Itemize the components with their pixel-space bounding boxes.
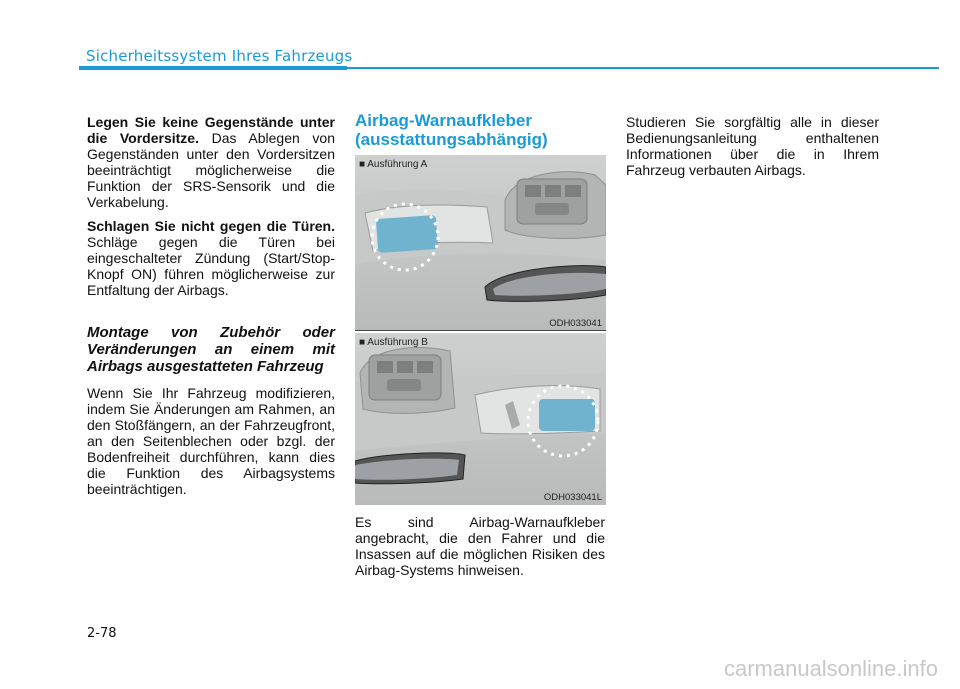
figure-variant-b xyxy=(355,333,606,505)
headliner-illustration-a xyxy=(355,155,606,331)
warning-doors-bold: Schlagen Sie nicht gegen die Türen. xyxy=(87,218,335,234)
warning-seats-bold: Legen Sie keine Gegenstände unter die Vordersitze. xyxy=(87,114,335,146)
paragraph-doors xyxy=(87,218,335,298)
header-rule-thick xyxy=(79,66,347,70)
page-number: 2-78 xyxy=(87,626,117,641)
figure-variant-a xyxy=(355,155,606,331)
paragraph-study-manual: Studieren Sie sorgfältig alle in dieser Bedienungsanleitung enthaltenen Informationen über die in Ihrem Fahrzeug verbauten Airbags. xyxy=(626,114,879,178)
airbag-sticker-a xyxy=(376,215,438,253)
column-right xyxy=(626,114,879,186)
figure-a-code: ODH033041 xyxy=(549,318,602,329)
headliner-illustration-b xyxy=(355,333,606,505)
column-left xyxy=(87,114,335,505)
figure-b-label: ■ Ausführung B xyxy=(359,337,428,348)
airbag-sticker-b xyxy=(539,399,595,431)
figure-a-label: ■ Ausführung A xyxy=(359,159,428,170)
figure-divider xyxy=(355,330,606,331)
warning-seats-text: Das Ablegen von Gegenständen unter den Vordersitzen beeinträchtigt möglicherweise die Funktion der SRS-Sensorik und die Verkabelung. xyxy=(87,130,336,210)
heading-airbag-stickers: Airbag-Warnaufkleber (ausstattungsabhängig) xyxy=(355,111,548,149)
section-title: Sicherheitssystem Ihres Fahrzeugs xyxy=(86,47,353,65)
paragraph-seats xyxy=(87,114,335,210)
figure-b-code: ODH033041L xyxy=(543,492,602,503)
watermark: carmanualsonline.info xyxy=(723,656,938,681)
subheading-modifications: Montage von Zubehör oder Veränderungen an einem mit Airbags ausgestatteten Fahrzeug xyxy=(87,324,335,375)
paragraph-stickers: Es sind Airbag-Warnaufkleber angebracht, die den Fahrer und die Insassen auf die möglichen Risiken des Airbag-Systems hinweisen. xyxy=(355,514,605,578)
paragraph-modifications: Wenn Sie Ihr Fahrzeug modifizieren, indem Sie Änderungen am Rahmen, an den Stoßfängern, an der Fahrzeugfront, an den Seitenblechen oder bzgl. der Bodenfreiheit durchführen, kann dies die Funktion des Airbagsystems beeinträchtigen. xyxy=(87,385,335,497)
warning-doors-text: Schläge gegen die Türen bei eingeschalteter Zündung (Start/Stop-Knopf ON) führen möglicherweise zur Entfaltung der Airbags. xyxy=(87,234,335,298)
header-rule-thin xyxy=(347,67,939,69)
